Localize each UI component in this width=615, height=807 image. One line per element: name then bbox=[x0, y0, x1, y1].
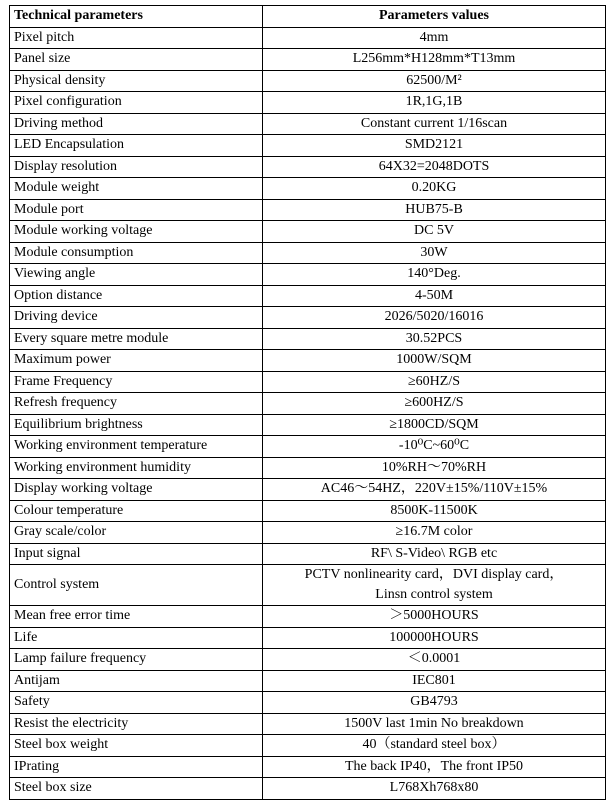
parameter-value: -10⁰C~60⁰C bbox=[263, 436, 606, 458]
parameter-value: 100000HOURS bbox=[263, 627, 606, 649]
parameter-value: RF\ S-Video\ RGB etc bbox=[263, 543, 606, 565]
parameter-name: Safety bbox=[10, 692, 263, 714]
parameter-value: SMD2121 bbox=[263, 135, 606, 157]
table-row bbox=[10, 735, 606, 757]
table-row bbox=[10, 436, 606, 458]
table-row bbox=[10, 670, 606, 692]
parameter-value: IEC801 bbox=[263, 670, 606, 692]
parameter-name: Every square metre module bbox=[10, 328, 263, 350]
parameter-name: Module consumption bbox=[10, 242, 263, 264]
table-row bbox=[10, 264, 606, 286]
table-row bbox=[10, 135, 606, 157]
parameter-name: Maximum power bbox=[10, 350, 263, 372]
parameter-value: ≥1800CD/SQM bbox=[263, 414, 606, 436]
parameter-name: Colour temperature bbox=[10, 500, 263, 522]
parameter-name: Display resolution bbox=[10, 156, 263, 178]
parameter-value: L256mm*H128mm*T13mm bbox=[263, 49, 606, 71]
table-row bbox=[10, 500, 606, 522]
table-row bbox=[10, 27, 606, 49]
parameter-name: Antijam bbox=[10, 670, 263, 692]
parameter-name: Driving device bbox=[10, 307, 263, 329]
parameter-name: Gray scale/color bbox=[10, 522, 263, 544]
table-row bbox=[10, 156, 606, 178]
header-technical-parameters: Technical parameters bbox=[10, 6, 263, 28]
parameter-value: HUB75-B bbox=[263, 199, 606, 221]
table-row bbox=[10, 92, 606, 114]
table-row bbox=[10, 178, 606, 200]
parameter-value: L768Xh768x80 bbox=[263, 778, 606, 800]
parameter-name: Working environment temperature bbox=[10, 436, 263, 458]
parameter-name: Pixel configuration bbox=[10, 92, 263, 114]
parameter-name: Viewing angle bbox=[10, 264, 263, 286]
parameter-name: IPrating bbox=[10, 756, 263, 778]
table-row bbox=[10, 49, 606, 71]
table-row bbox=[10, 242, 606, 264]
parameter-value: The back IP40，The front IP50 bbox=[263, 756, 606, 778]
table-row bbox=[10, 307, 606, 329]
parameter-value: 64X32=2048DOTS bbox=[263, 156, 606, 178]
table-row bbox=[10, 756, 606, 778]
table-row bbox=[10, 113, 606, 135]
spec-sheet bbox=[9, 5, 605, 800]
parameter-value: ≥60HZ/S bbox=[263, 371, 606, 393]
parameter-value: ＞5000HOURS bbox=[263, 606, 606, 628]
parameters-table bbox=[9, 5, 606, 800]
table-row bbox=[10, 199, 606, 221]
parameter-value: AC46～54HZ，220V±15%/110V±15% bbox=[263, 479, 606, 501]
table-row bbox=[10, 285, 606, 307]
parameter-name: Frame Frequency bbox=[10, 371, 263, 393]
parameter-value: 1500V last 1min No breakdown bbox=[263, 713, 606, 735]
parameter-name: LED Encapsulation bbox=[10, 135, 263, 157]
parameter-value: 8500K-11500K bbox=[263, 500, 606, 522]
parameter-name: Option distance bbox=[10, 285, 263, 307]
parameter-value-line-1: PCTV nonlinearity card，DVI display card， bbox=[304, 567, 564, 582]
parameter-name: Module working voltage bbox=[10, 221, 263, 243]
parameter-name: Driving method bbox=[10, 113, 263, 135]
table-row bbox=[10, 692, 606, 714]
parameter-value-line-2: Linsn control system bbox=[375, 587, 493, 602]
parameter-name: Module port bbox=[10, 199, 263, 221]
table-header-row bbox=[10, 6, 606, 28]
table-row bbox=[10, 713, 606, 735]
parameter-value: 30.52PCS bbox=[263, 328, 606, 350]
parameter-value: ≥600HZ/S bbox=[263, 393, 606, 415]
header-parameters-values: Parameters values bbox=[263, 6, 606, 28]
parameter-value: 62500/M² bbox=[263, 70, 606, 92]
parameter-name: Panel size bbox=[10, 49, 263, 71]
parameter-value: 140°Deg. bbox=[263, 264, 606, 286]
parameter-value: 4mm bbox=[263, 27, 606, 49]
parameter-value: 10%RH～70%RH bbox=[263, 457, 606, 479]
parameter-value bbox=[263, 565, 606, 606]
parameter-name: Module weight bbox=[10, 178, 263, 200]
parameter-value: 1R,1G,1B bbox=[263, 92, 606, 114]
table-row bbox=[10, 778, 606, 800]
table-row bbox=[10, 543, 606, 565]
parameter-name: Equilibrium brightness bbox=[10, 414, 263, 436]
table-row bbox=[10, 328, 606, 350]
table-row bbox=[10, 522, 606, 544]
table-row bbox=[10, 649, 606, 671]
parameter-value: Constant current 1/16scan bbox=[263, 113, 606, 135]
table-row bbox=[10, 350, 606, 372]
parameter-value: 2026/5020/16016 bbox=[263, 307, 606, 329]
table-row bbox=[10, 479, 606, 501]
parameter-name: Resist the electricity bbox=[10, 713, 263, 735]
parameter-value: 4-50M bbox=[263, 285, 606, 307]
table-row bbox=[10, 606, 606, 628]
table-row bbox=[10, 414, 606, 436]
table-row bbox=[10, 70, 606, 92]
parameter-name: Physical density bbox=[10, 70, 263, 92]
parameter-name: Life bbox=[10, 627, 263, 649]
parameter-name: Refresh frequency bbox=[10, 393, 263, 415]
parameter-value: DC 5V bbox=[263, 221, 606, 243]
parameter-name: Pixel pitch bbox=[10, 27, 263, 49]
parameter-value: 40（standard steel box） bbox=[263, 735, 606, 757]
parameter-value: ＜0.0001 bbox=[263, 649, 606, 671]
parameter-value: 1000W/SQM bbox=[263, 350, 606, 372]
parameter-name: Control system bbox=[10, 565, 263, 606]
parameter-value: 30W bbox=[263, 242, 606, 264]
table-row bbox=[10, 457, 606, 479]
parameter-name: Steel box size bbox=[10, 778, 263, 800]
table-row bbox=[10, 221, 606, 243]
parameter-name: Input signal bbox=[10, 543, 263, 565]
parameter-value: GB4793 bbox=[263, 692, 606, 714]
table-row bbox=[10, 627, 606, 649]
table-row bbox=[10, 393, 606, 415]
parameter-name: Display working voltage bbox=[10, 479, 263, 501]
parameter-value: 0.20KG bbox=[263, 178, 606, 200]
parameter-name: Mean free error time bbox=[10, 606, 263, 628]
parameter-name: Working environment humidity bbox=[10, 457, 263, 479]
table-row bbox=[10, 371, 606, 393]
parameter-name: Lamp failure frequency bbox=[10, 649, 263, 671]
table-row bbox=[10, 565, 606, 606]
parameter-name: Steel box weight bbox=[10, 735, 263, 757]
parameter-value: ≥16.7M color bbox=[263, 522, 606, 544]
